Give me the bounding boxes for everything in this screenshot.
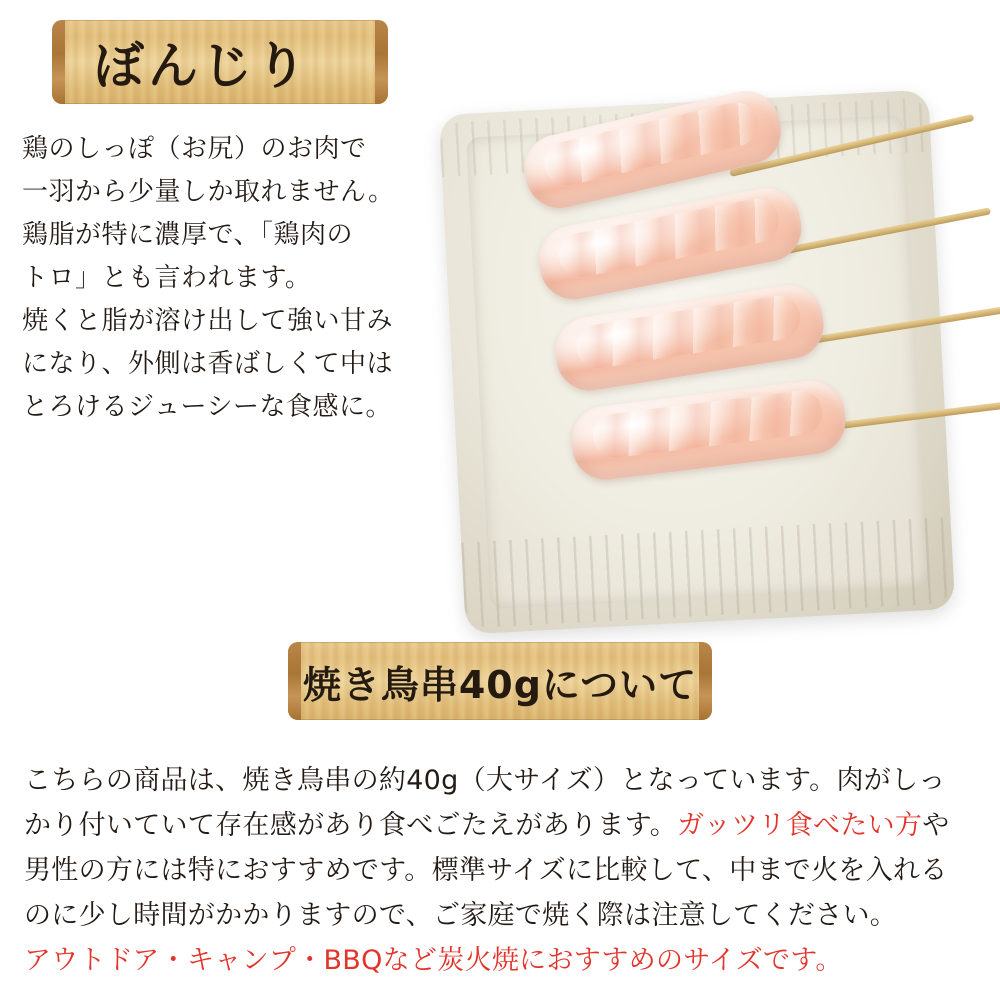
title-sign-plate: [52, 20, 388, 104]
body-line: [24, 848, 982, 893]
body-line-text: 男性の方には特におすすめです。標準サイズに比較して、中まで火を入れる: [24, 855, 948, 886]
intro-line: 焼くと脂が溶け出して強い甘み: [22, 306, 394, 336]
intro-line: とろけるジューシーな食感に。: [22, 392, 392, 422]
intro-line: トロ」とも言われます。: [22, 263, 312, 293]
body-line: [24, 938, 982, 983]
body-line-text: こちらの商品は、焼き鳥串の約40g（大サイズ）となっています。肉がしっ: [24, 765, 946, 796]
body-highlight-line: アウトドア・キャンプ・BBQなど炭火焼におすすめのサイズです。: [24, 945, 843, 976]
body-description: [24, 758, 982, 983]
page-title: ぼんじり: [94, 37, 310, 95]
body-line: [24, 758, 982, 803]
body-line-text: のに少し時間がかかりますので、ご家庭で焼く際は注意してください。: [24, 900, 898, 931]
intro-line: になり、外側は香ばしくて中は: [22, 349, 394, 379]
intro-line: 一羽から少量しか取れません。: [22, 177, 395, 207]
intro-line: 鶏のしっぽ（お尻）のお肉で: [22, 134, 367, 164]
section-sign-plate: [288, 642, 712, 720]
intro-line: 鶏脂が特に濃厚で、「鶏肉の: [22, 220, 353, 250]
body-highlight-text: ガッツリ食べたい方: [677, 810, 923, 841]
body-line: [24, 893, 982, 938]
body-line-text: かり付いていて存在感があり食べごたえがあります。: [24, 810, 678, 841]
product-photo: [430, 60, 990, 640]
section-heading: 焼き鳥串40gについて: [302, 662, 698, 707]
intro-description: [22, 128, 442, 429]
body-line: [24, 803, 982, 848]
body-line-text: や: [922, 810, 950, 841]
